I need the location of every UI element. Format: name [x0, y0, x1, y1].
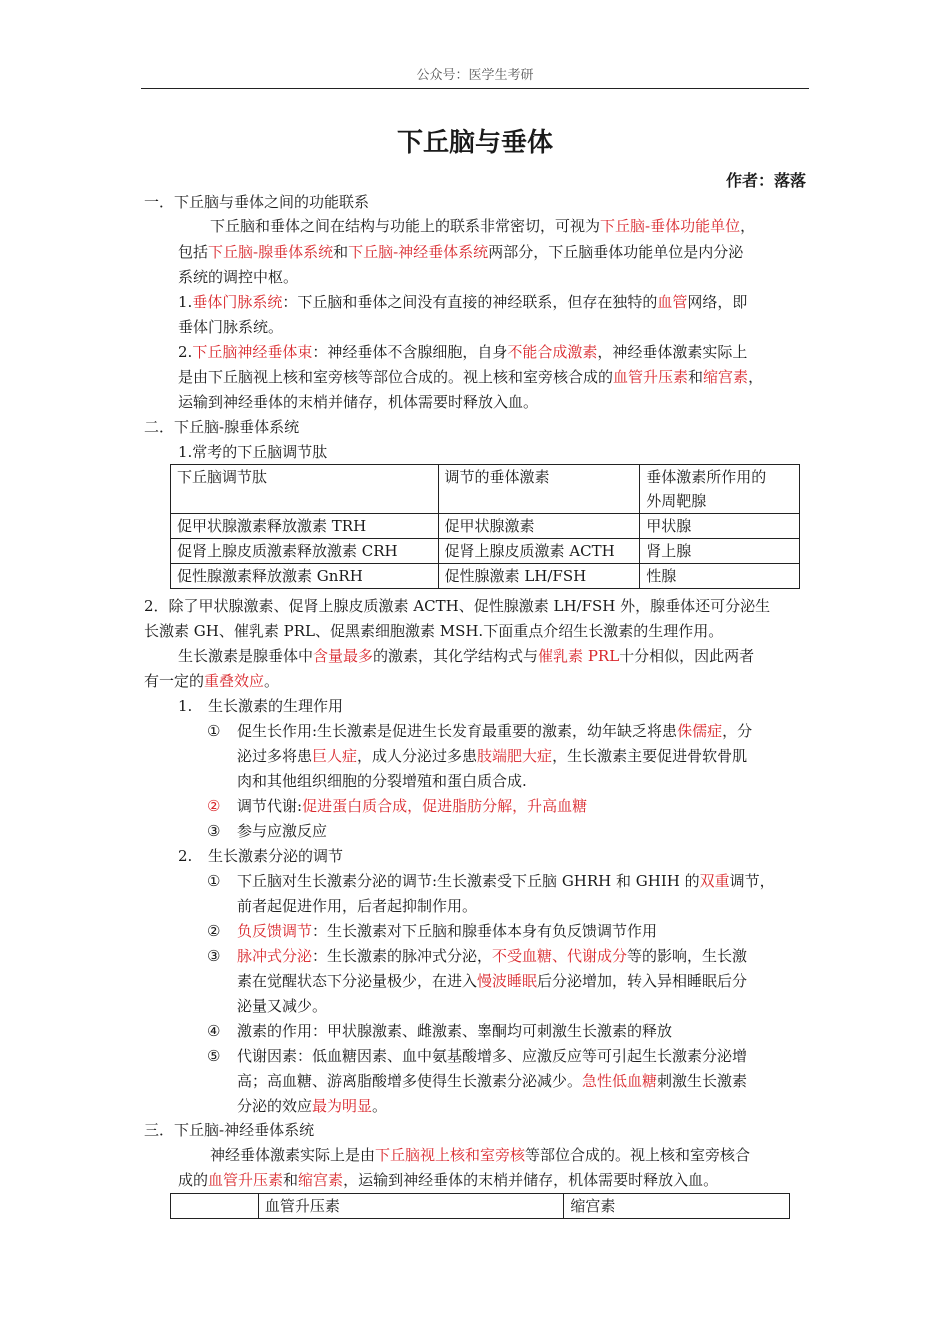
sec1-p2-line1: 1.垂体门脉系统：下丘脑和垂体之间没有直接的神经联系，但存在独特的血管网络，即 [178, 293, 748, 311]
list2-item1-line2: 前者起促进作用，后者起抑制作用。 [237, 897, 478, 915]
section-3-heading: 三．下丘脑-神经垂体系统 [144, 1121, 315, 1139]
list2-item5-line1: ⑤ 代谢因素：低血糖因素、血中氨基酸增多、应激反应等可引起生长激素分泌增 [207, 1047, 748, 1065]
table-cell: 促性腺激素 LH/FSH [438, 564, 640, 589]
section-2-heading: 二．下丘脑-腺垂体系统 [144, 418, 300, 436]
list2-item3-line2: 素在觉醒状态下分泌量极少，在进入慢波睡眠后分泌增加，转入异相睡眠后分 [237, 972, 748, 990]
table-row [171, 539, 800, 564]
page-title: 下丘脑与垂体 [396, 128, 553, 158]
sec2-p5-line1: 生长激素是腺垂体中含量最多的激素，其化学结构式与催乳素 PRL十分相似，因此两者 [178, 647, 755, 665]
table-cell: 肾上腺 [640, 539, 800, 564]
table-header-cell: 下丘脑调节肽 [171, 465, 439, 514]
table-header-cell: 垂体激素所作用的 外周靶腺 [640, 465, 800, 514]
table-cell: 促性腺激素释放激素 GnRH [171, 564, 439, 589]
regulatory-peptide-table [170, 464, 800, 589]
list1-item1-line1: ① 促生长作用:生长激素是促进生长发育最重要的激素，幼年缺乏将患侏儒症，分 [207, 722, 753, 740]
list2-item1-line1: ① 下丘脑对生长激素分泌的调节:生长激素受下丘脑 GHRH 和 GHIH 的双重调节， [207, 872, 775, 890]
sec2-p4-line2: 长激素 GH、催乳素 PRL、促黑素细胞激素 MSH.下面重点介绍生长激素的生理作用。 [144, 622, 724, 640]
section-1-heading: 一．下丘脑与垂体之间的功能联系 [144, 193, 370, 211]
list1-item1-line2: 泌过多将患巨人症，成人分泌过多患肢端肥大症，生长激素主要促进骨软骨肌 [237, 747, 748, 765]
list2-item3-line3: 泌量又减少。 [237, 997, 328, 1015]
sec1-p2-line2: 垂体门脉系统。 [178, 318, 284, 336]
table-cell: 促甲状腺激素 [438, 514, 640, 539]
header-rule [141, 88, 809, 89]
sec3-p6-line2: 成的血管升压素和缩宫素，运输到神经垂体的末梢并储存，机体需要时释放入血。 [178, 1171, 719, 1189]
sec1-p3-line3: 运输到神经垂体的末梢并储存，机体需要时释放入血。 [178, 393, 539, 411]
list1-item2: ② 调节代谢:促进蛋白质合成，促进脂肪分解，升高血糖 [207, 797, 588, 815]
author: 作者：落落 [725, 171, 806, 190]
table-cell: 促甲状腺激素释放激素 TRH [171, 514, 439, 539]
sec2-p4-line1: 2．除了甲状腺激素、促肾上腺皮质激素 ACTH、促性腺激素 LH/FSH 外，腺垂体还可分泌生 [144, 597, 771, 615]
sec2-p5-line2: 有一定的重叠效应。 [144, 672, 280, 690]
sec1-p1-line2: 包括下丘脑-腺垂体系统和下丘脑-神经垂体系统两部分，下丘脑垂体功能单位是内分泌 [178, 243, 744, 261]
list2-title: 2. 生长激素分泌的调节 [178, 847, 344, 865]
table-row [171, 514, 800, 539]
list2-item2: ② 负反馈调节：生长激素对下丘脑和腺垂体本身有负反馈调节作用 [207, 922, 658, 940]
table-cell: 促肾上腺皮质激素释放激素 CRH [171, 539, 439, 564]
table-header-row [171, 1194, 790, 1219]
list2-item4: ④ 激素的作用：甲状腺激素、雌激素、睾酮均可刺激生长激素的释放 [207, 1022, 673, 1040]
sec1-p1-line1: 下丘脑和垂体之间在结构与功能上的联系非常密切，可视为下丘脑-垂体功能单位， [210, 217, 756, 235]
page-header: 公众号：医学生考研 [416, 68, 534, 83]
table-header-cell: 缩宫素 [564, 1194, 790, 1219]
table-header-cell: 血管升压素 [258, 1194, 563, 1219]
sec2-sub1: 1.常考的下丘脑调节肽 [178, 443, 328, 461]
table-header-row [171, 465, 800, 514]
table-cell: 促肾上腺皮质激素 ACTH [438, 539, 640, 564]
posterior-hormone-table [170, 1193, 790, 1219]
sec1-p3-line1: 2.下丘脑神经垂体束：神经垂体不含腺细胞，自身不能合成激素，神经垂体激素实际上 [178, 343, 748, 361]
sec1-p3-line2: 是由下丘脑视上核和室旁核等部位合成的。视上核和室旁核合成的血管升压素和缩宫素， [178, 368, 764, 386]
table-header-cell [171, 1194, 259, 1219]
table-cell: 甲状腺 [640, 514, 800, 539]
list2-item5-line2: 高；高血糖、游离脂酸增多使得生长激素分泌减少。急性低血糖刺激生长激素 [237, 1072, 748, 1090]
list1-title: 1. 生长激素的生理作用 [178, 697, 344, 715]
sec3-p6-line1: 神经垂体激素实际上是由下丘脑视上核和室旁核等部位合成的。视上核和室旁核合 [210, 1146, 751, 1164]
sec1-p1-line3: 系统的调控中枢。 [178, 268, 299, 286]
table-cell: 性腺 [640, 564, 800, 589]
list2-item5-line3: 分泌的效应最为明显。 [237, 1097, 388, 1115]
list1-item1-line3: 肉和其他组织细胞的分裂增殖和蛋白质合成. [237, 772, 527, 790]
list2-item3-line1: ③ 脉冲式分泌：生长激素的脉冲式分泌，不受血糖、代谢成分等的影响，生长激 [207, 947, 748, 965]
table-row [171, 564, 800, 589]
table-header-cell: 调节的垂体激素 [438, 465, 640, 514]
list1-item3: ③ 参与应激反应 [207, 822, 328, 840]
